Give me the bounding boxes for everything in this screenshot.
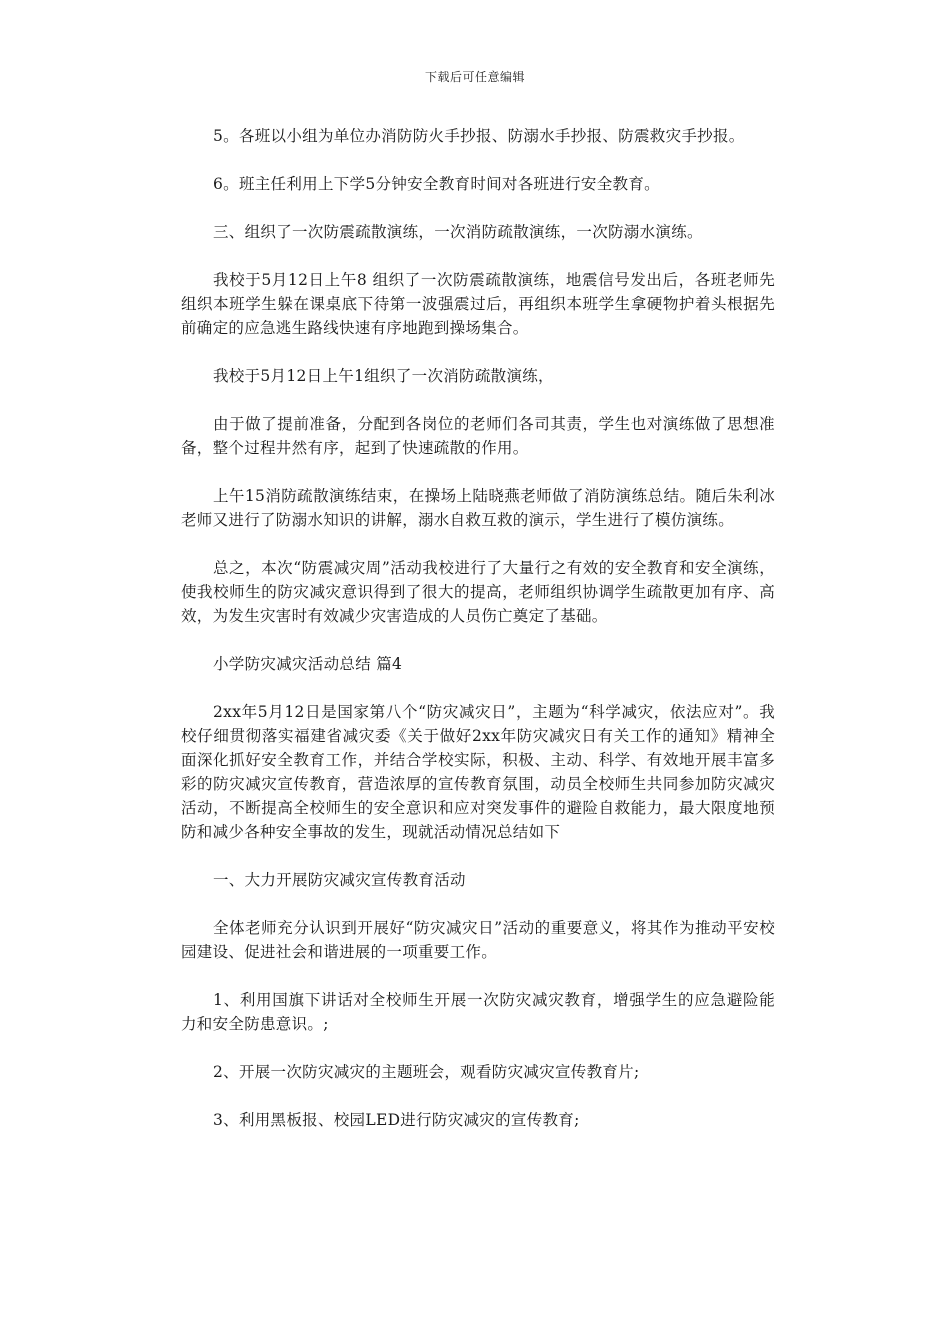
list-item-3: 3、利用黑板报、校园LED进行防灾减灾的宣传教育;	[213, 1111, 580, 1129]
paragraph-fire-drill: 我校于5月12日上午1组织了一次消防疏散演练，	[213, 367, 554, 385]
list-item-1: 1、利用国旗下讲话对全校师生开展一次防灾减灾教育，增强学生的应急避险能力和安全防患意识。;	[181, 991, 775, 1033]
paragraph-item-6: 6。班主任利用上下学5分钟安全教育时间对各班进行安全教育。	[213, 175, 660, 193]
paragraph-conclusion: 总之，本次“防震减灾周”活动我校进行了大量行之有效的安全教育和安全演练，使我校师生的防灾减灾意识得到了很大的提高，老师组织协调学生疏散更加有序、高效，为发生灾害时有效减少灾害造成的人员伤亡奠定了基础。	[181, 559, 775, 625]
section-title-part-4: 小学防灾减灾活动总结 篇4	[213, 655, 403, 673]
paragraph-item-5: 5。各班以小组为单位办消防防火手抄报、防溺水手抄报、防震救灾手抄报。	[213, 127, 745, 145]
paragraph-teachers: 全体老师充分认识到开展好“防灾减灾日”活动的重要意义，将其作为推动平安校园建设、促进社会和谐进展的一项重要工作。	[181, 919, 775, 961]
paragraph-earthquake-drill: 我校于5月12日上午8 组织了一次防震疏散演练，地震信号发出后，各班老师先组织本班学生躲在课桌底下待第一波强震过后，再组织本班学生拿硬物护着头根据先前确定的应急逃生路线快速有序地跑到操场集合。	[181, 271, 775, 337]
section-heading-publicity: 一、大力开展防灾减灾宣传教育活动	[213, 871, 466, 889]
header-note: 下载后可任意编辑	[424, 70, 525, 84]
document-body	[181, 124, 775, 1156]
paragraph-preparation: 由于做了提前准备，分配到各岗位的老师们各司其责，学生也对演练做了思想准备，整个过程井然有序，起到了快速疏散的作用。	[181, 415, 775, 457]
section-heading-drills: 三、组织了一次防震疏散演练，一次消防疏散演练，一次防溺水演练。	[213, 223, 703, 241]
paragraph-drill-summary: 上午15消防疏散演练结束，在操场上陆晓燕老师做了消防演练总结。随后朱利冰老师又进行了防溺水知识的讲解，溺水自救互救的演示，学生进行了模仿演练。	[181, 487, 775, 529]
list-item-2: 2、开展一次防灾减灾的主题班会，观看防灾减灾宣传教育片;	[213, 1063, 640, 1081]
paragraph-introduction: 2xx年5月12日是国家第八个“防灾减灾日”，主题为“科学减灾，依法应对”。我校仔细贯彻落实福建省减灾委《关于做好2xx年防灾减灾日有关工作的通知》精神全面深化抓好安全教育工作，并结合学校实际，积极、主动、科学、有效地开展丰富多彩的防灾减灾宣传教育，营造浓厚的宣传教育氛围，动员全校师生共同参加防灾减灾活动，不断提高全校师生的安全意识和应对突发事件的避险自救能力，最大限度地预防和减少各种安全事故的发生，现就活动情况总结如下	[181, 703, 775, 841]
